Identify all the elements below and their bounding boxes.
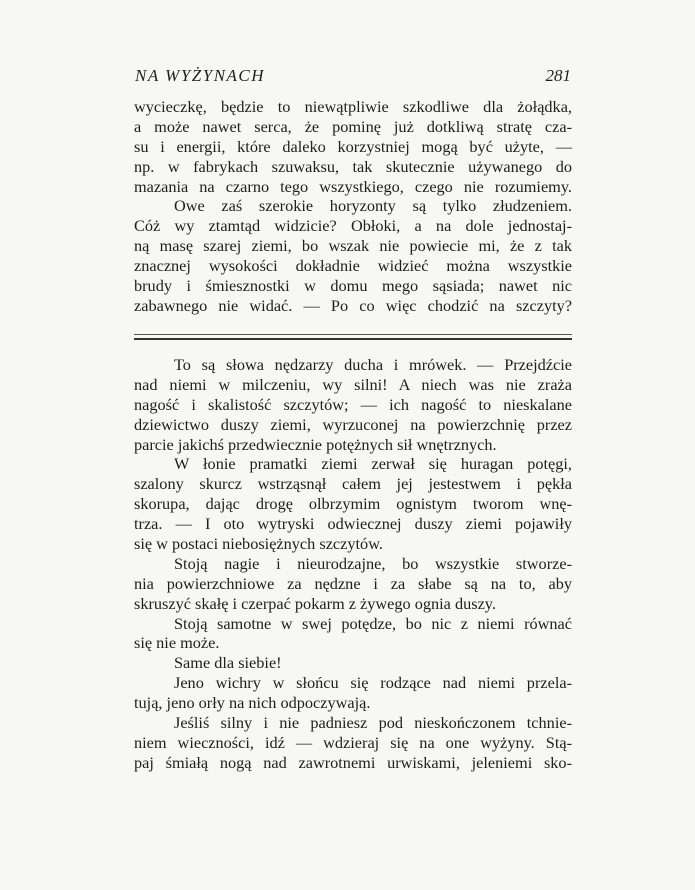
text-line: Same dla siebie! — [174, 653, 282, 673]
text-line: paj śmiałą nogą nad zawrotnemi urwiskami, jeleniemi sko- — [134, 752, 572, 772]
text-line: nad niemi w milczeniu, wy silni! A niech was nie zraża — [134, 374, 572, 394]
text-line: Stoją samotne w swej potędze, bo nic z niemi równać — [174, 613, 572, 633]
section-divider — [134, 334, 572, 340]
text-line: skruszyć skałę i czerpać pokarm z żywego ognia duszy. — [134, 593, 496, 613]
text-line: się nie może. — [134, 633, 220, 653]
text-line: a może nawet serca, że pominę już dotkliwą stratę cza- — [134, 116, 572, 136]
page-number: 281 — [545, 66, 571, 85]
text-line: tują, jeno orły na nich odpoczywają. — [134, 693, 371, 713]
text-line: Jeśliś silny i nie padniesz pod nieskończonem tchnie- — [174, 713, 572, 733]
text-block-upper — [134, 97, 572, 316]
text-line: niem wieczności, idź — wdzieraj się na one wyżyny. Stą- — [134, 732, 572, 752]
text-line: Owe zaś szerokie horyzonty są tylko złudzeniem. — [174, 196, 572, 216]
divider-rule-thick — [134, 338, 572, 340]
running-head — [135, 66, 571, 88]
text-line: się w postaci niebosiężnych szczytów. — [134, 534, 383, 554]
text-line: parcie jakichś przedwiecznie potężnych sił wnętrznych. — [134, 434, 497, 454]
text-line: zabawnego nie widać. — Po co więc chodzić na szczyty? — [134, 295, 572, 315]
text-block-lower — [134, 355, 572, 773]
text-line: Jeno wichry w słońcu się rodzące nad niemi przela- — [174, 673, 572, 693]
text-line: dziewictwo duszy ziemi, wyrzuconej na powierzchnię przez — [134, 414, 572, 434]
text-line: brudy i śmiesznostki w domu mego sąsiada; nawet nic — [134, 276, 572, 296]
running-title: NA WYŻYNACH — [135, 66, 266, 85]
text-line: trza. — I oto wytryski odwiecznej duszy ziemi pojawiły — [134, 514, 572, 534]
text-line: nagość i skalistość szczytów; — ich nagość to nieskalane — [134, 394, 572, 414]
text-line: Stoją nagie i nieurodzajne, bo wszystkie stworze- — [174, 553, 572, 573]
text-line: np. w fabrykach szuwaksu, tak skutecznie używanego do — [134, 156, 572, 176]
text-line: znacznej wysokości dokładnie widzieć można wszystkie — [134, 256, 572, 276]
divider-rule-thin — [134, 334, 572, 335]
text-line: W łonie pramatki ziemi zerwał się huragan potęgi, — [174, 454, 572, 474]
text-line: skorupa, dając drogę olbrzymim ognistym tworom wnę- — [134, 494, 572, 514]
text-line: su i energii, które daleko korzystniej mogą być użyte, — — [134, 136, 572, 156]
text-line: szalony skurcz wstrząsnął całem jej jestestwem i pękła — [134, 474, 572, 494]
text-line: mazania na czarno tego wszystkiego, czego nie rozumiemy. — [134, 176, 572, 196]
text-line: To są słowa nędzarzy ducha i mrówek. — Przejdźcie — [174, 355, 572, 374]
text-line: Cóż wy ztamtąd widzicie? Obłoki, a na dole jednostaj- — [134, 216, 572, 236]
text-line: ną masę szarej ziemi, bo wszak nie powiecie mi, że z tak — [134, 236, 572, 256]
text-line: wycieczkę, będzie to niewątpliwie szkodliwe dla żołądka, — [134, 97, 572, 116]
text-line: nia powierzchniowe za nędzne i za słabe są na to, aby — [134, 573, 572, 593]
